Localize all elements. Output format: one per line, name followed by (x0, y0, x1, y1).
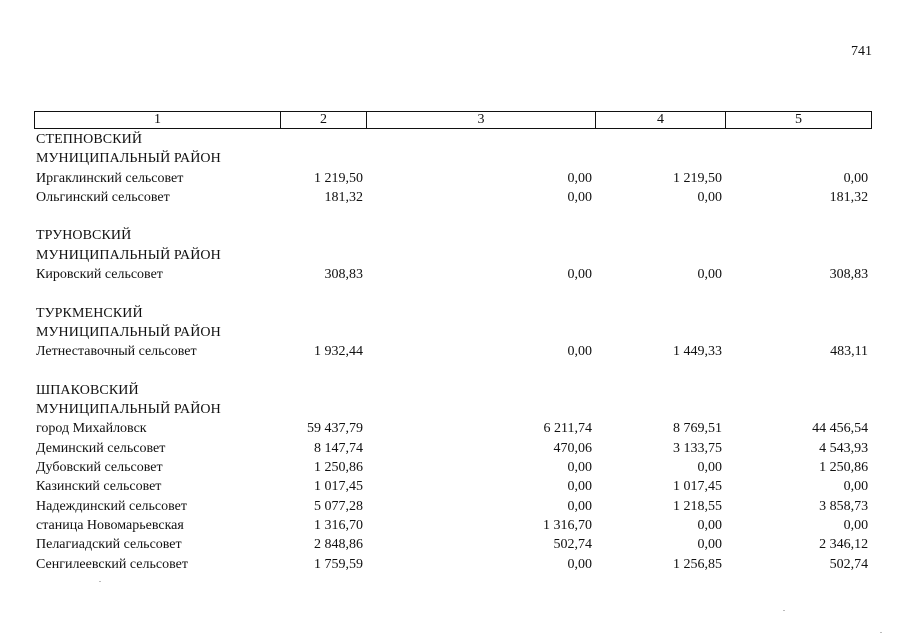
district-name: МУНИЦИПАЛЬНЫЙ РАЙОН (36, 151, 221, 167)
value-col-3: 0,00 (567, 479, 592, 495)
table-row (34, 516, 871, 535)
district-name: СТЕПНОВСКИЙ (36, 132, 143, 147)
value-col-5: 483,11 (830, 344, 869, 360)
value-col-4: 1 449,33 (673, 344, 722, 360)
value-col-2: 1 316,70 (314, 517, 363, 533)
table-row (34, 265, 871, 284)
value-col-5: 502,74 (829, 556, 869, 572)
value-col-3: 502,74 (553, 537, 592, 553)
column-header-2: 2 (281, 112, 367, 129)
value-col-3: 0,00 (567, 189, 592, 205)
settlement-name: Дубовский сельсовет (36, 460, 163, 476)
district-heading-row (34, 381, 871, 400)
value-col-2: 1 250,86 (314, 460, 363, 476)
value-col-2: 1 932,44 (314, 344, 363, 360)
data-table (34, 130, 871, 574)
scan-speck (99, 581, 101, 582)
value-col-3: 0,00 (567, 344, 592, 360)
value-col-5: 181,32 (829, 189, 869, 205)
value-col-5: 0,00 (843, 170, 869, 186)
value-col-3: 1 316,70 (543, 517, 592, 533)
value-col-3: 0,00 (567, 460, 592, 476)
settlement-name: Надеждинский сельсовет (36, 498, 187, 514)
value-col-4: 1 017,45 (673, 479, 722, 495)
settlement-name: Пелагиадский сельсовет (36, 537, 182, 553)
district-heading-row (34, 323, 871, 342)
spacer-row (34, 284, 871, 303)
column-header-5: 5 (726, 112, 872, 129)
value-col-2: 2 848,86 (314, 537, 363, 553)
value-col-3: 6 211,74 (543, 421, 592, 437)
district-heading-row (34, 304, 871, 323)
value-col-5: 1 250,86 (819, 460, 869, 476)
value-col-2: 1 017,45 (314, 479, 363, 495)
value-col-4: 1 256,85 (673, 556, 722, 572)
settlement-name: Деминский сельсовет (36, 440, 166, 456)
scan-speck (783, 610, 785, 611)
table-row (34, 419, 871, 438)
spacer-cell (34, 207, 871, 226)
value-col-5: 0,00 (843, 479, 869, 495)
column-header-row (35, 112, 872, 129)
spacer-row (34, 207, 871, 226)
value-col-5: 0,00 (843, 517, 869, 533)
table-row (34, 169, 871, 188)
settlement-name: Летнеставочный сельсовет (36, 344, 197, 360)
value-col-4: 8 769,51 (673, 421, 722, 437)
district-name: ТУРКМЕНСКИЙ (36, 305, 143, 321)
district-heading-row (34, 226, 871, 245)
district-name: МУНИЦИПАЛЬНЫЙ РАЙОН (36, 402, 221, 418)
district-heading-row (34, 130, 871, 149)
settlement-name: город Михайловск (36, 421, 147, 437)
column-header-table (34, 111, 872, 129)
table-row (34, 439, 871, 458)
spacer-cell (34, 362, 871, 381)
value-col-3: 0,00 (567, 498, 592, 514)
value-col-2: 1 759,59 (314, 556, 363, 572)
table-row (34, 497, 871, 516)
value-col-2: 181,32 (324, 189, 363, 205)
table-row (34, 188, 871, 207)
value-col-4: 0,00 (697, 189, 722, 205)
settlement-name: Кировский сельсовет (36, 267, 163, 283)
value-col-3: 0,00 (567, 170, 592, 186)
value-col-4: 0,00 (697, 460, 722, 476)
value-col-4: 1 218,55 (673, 498, 722, 514)
column-header-1: 1 (35, 112, 281, 129)
spacer-cell (34, 284, 871, 303)
column-header-3: 3 (367, 112, 596, 129)
district-heading-row (34, 246, 871, 265)
table-row (34, 477, 871, 496)
table-row (34, 458, 871, 477)
table-row (34, 342, 871, 361)
settlement-name: Иргаклинский сельсовет (36, 170, 184, 186)
table-row (34, 555, 871, 574)
value-col-4: 0,00 (697, 267, 722, 283)
value-col-2: 308,83 (324, 267, 363, 283)
district-name: МУНИЦИПАЛЬНЫЙ РАЙОН (36, 247, 221, 263)
settlement-name: станица Новомарьевская (36, 517, 184, 533)
value-col-3: 0,00 (567, 267, 592, 283)
value-col-5: 2 346,12 (819, 537, 869, 553)
value-col-4: 1 219,50 (673, 170, 722, 186)
column-header-4: 4 (596, 112, 726, 129)
value-col-5: 308,83 (829, 267, 869, 283)
settlement-name: Ольгинский сельсовет (36, 189, 170, 205)
value-col-3: 470,06 (553, 440, 592, 456)
settlement-name: Казинский сельсовет (36, 479, 162, 495)
district-heading-row (34, 149, 871, 168)
spacer-row (34, 362, 871, 381)
table-row (34, 535, 871, 554)
settlement-name: Сенгилеевский сельсовет (36, 556, 188, 572)
value-col-4: 3 133,75 (673, 440, 722, 456)
value-col-5: 3 858,73 (819, 498, 869, 514)
value-col-3: 0,00 (567, 556, 592, 572)
district-heading-row (34, 400, 871, 419)
district-name: ТРУНОВСКИЙ (36, 228, 132, 244)
page-number: 741 (851, 44, 872, 59)
value-col-2: 8 147,74 (314, 440, 363, 456)
value-col-5: 4 543,93 (819, 440, 869, 456)
value-col-4: 0,00 (697, 537, 722, 553)
table-body (34, 130, 871, 574)
scan-speck (880, 632, 882, 633)
district-name: МУНИЦИПАЛЬНЫЙ РАЙОН (36, 324, 221, 340)
value-col-2: 5 077,28 (314, 498, 363, 514)
value-col-2: 59 437,79 (307, 421, 363, 437)
value-col-4: 0,00 (697, 517, 722, 533)
value-col-5: 44 456,54 (812, 421, 869, 437)
value-col-2: 1 219,50 (314, 170, 363, 186)
district-name: ШПАКОВСКИЙ (36, 382, 139, 398)
